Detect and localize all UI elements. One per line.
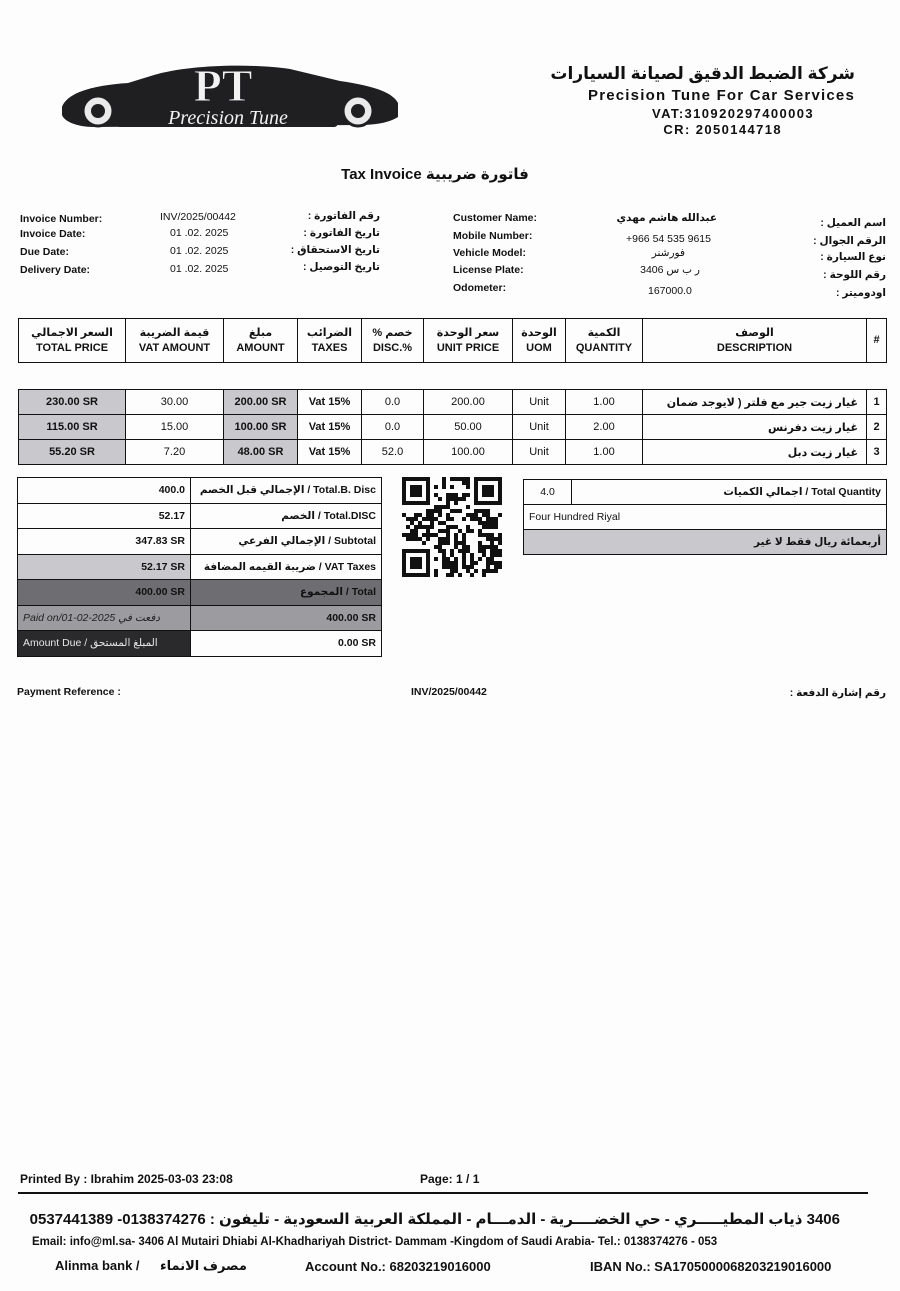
cell-amount: 48.00 SR xyxy=(224,440,298,465)
plate-label-ar: رقم اللوحة : xyxy=(823,269,886,281)
mobile-label-ar: الرقم الجوال : xyxy=(813,235,886,247)
items-table xyxy=(18,318,887,465)
company-cr: CR: 2050144718 xyxy=(663,122,782,137)
document-title: Tax Invoice فاتورة ضريبية xyxy=(341,166,529,183)
invoice-date-label-ar: تاريخ الفاتورة : xyxy=(303,227,380,239)
due-date-value: 01 .02. 2025 xyxy=(170,245,229,257)
totals-row xyxy=(18,580,382,606)
footer-address-ar: 3406 ذياب المطيـــــري - حي الخضــــرية - الدمـــام - المملكة العربية السعودية - تليفون : 0138374276- 0537441389 xyxy=(29,1211,840,1228)
delivery-date-label-ar: تاريخ التوصيل : xyxy=(303,261,380,273)
plate-value: ر ب س 3406 xyxy=(640,264,700,276)
vat-taxes-label: ضريبة القيمه المضافة / VAT Taxes xyxy=(191,554,382,580)
cell-total-price: 115.00 SR xyxy=(19,415,126,440)
cell-amount: 200.00 SR xyxy=(224,390,298,415)
cell-disc: 52.0 xyxy=(362,440,424,465)
cell-unit-price: 50.00 xyxy=(424,415,513,440)
company-name-en: Precision Tune For Car Services xyxy=(587,87,855,104)
subtotal-label: الإجمالي الفرعي / Subtotal xyxy=(191,529,382,555)
cell-total-price: 55.20 SR xyxy=(19,440,126,465)
vehicle-label-ar: نوع السيارة : xyxy=(820,251,886,263)
footer-address-en: Email: info@ml.sa- 3406 Al Mutairi Dhiabi Al-Khadhariyah District- Dammam -Kingdom of Saudi Arabia- Tel.: 0138374276 - 053 xyxy=(32,1236,718,1248)
amount-due-label: Amount Due / المبلغ المستحق xyxy=(18,631,191,657)
amount-words-en: Four Hundred Riyal xyxy=(524,505,887,530)
quantity-row xyxy=(524,480,887,505)
vehicle-label: Vehicle Model: xyxy=(453,247,526,259)
header-quantity: الكمية QUANTITY xyxy=(566,319,643,363)
cell-uom: Unit xyxy=(513,440,566,465)
totals-row xyxy=(18,478,382,504)
cell-disc: 0.0 xyxy=(362,415,424,440)
customer-name-label-ar: اسم العميل : xyxy=(820,217,886,229)
cell-index: 2 xyxy=(867,415,887,440)
cell-taxes: Vat 15% xyxy=(298,390,362,415)
footer-divider xyxy=(18,1192,868,1194)
mobile-value: +966 54 535 9615 xyxy=(626,233,711,245)
cell-total-price: 230.00 SR xyxy=(19,390,126,415)
cell-vat-amount: 7.20 xyxy=(126,440,224,465)
totals-row xyxy=(18,605,382,631)
vehicle-value: فورشنر xyxy=(651,247,685,259)
page-number: Page: 1 / 1 xyxy=(420,1172,480,1186)
totals-row xyxy=(18,631,382,657)
payment-reference-label: Payment Reference : xyxy=(17,686,121,698)
mobile-label: Mobile Number: xyxy=(453,230,533,242)
table-row xyxy=(19,390,887,415)
totals-table xyxy=(17,477,382,657)
grand-total-value: 400.00 SR xyxy=(18,580,191,606)
header-disc: % خصم DISC.% xyxy=(362,319,424,363)
totals-row xyxy=(18,529,382,555)
cell-vat-amount: 15.00 xyxy=(126,415,224,440)
cell-quantity: 1.00 xyxy=(566,390,643,415)
header-taxes: الضرائب TAXES xyxy=(298,319,362,363)
cell-description: غيار زيت جير مع فلتر ( لايوجد ضمان xyxy=(643,390,867,415)
footer-account: Account No.: 68203219016000 xyxy=(305,1259,491,1274)
due-date-label: Due Date: xyxy=(20,246,70,258)
cell-quantity: 2.00 xyxy=(566,415,643,440)
table-row xyxy=(19,440,887,465)
footer-bank-ar: مصرف الانماء xyxy=(160,1258,247,1273)
payment-reference-value: INV/2025/00442 xyxy=(411,686,487,698)
header-description: الوصف DESCRIPTION xyxy=(643,319,867,363)
odometer-label: Odometer: xyxy=(453,282,507,294)
totals-row xyxy=(18,554,382,580)
total-before-disc-value: 400.0 xyxy=(18,478,191,504)
cell-description: غيار زيت دفرنس xyxy=(643,415,867,440)
header-amount: مبلغ AMOUNT xyxy=(224,319,298,363)
customer-name-value: عبدالله هاشم مهدي xyxy=(616,212,717,224)
cell-taxes: Vat 15% xyxy=(298,415,362,440)
amount-due-value: 0.00 SR xyxy=(191,631,382,657)
company-vat: VAT:310920297400003 xyxy=(651,106,814,121)
amount-words-ar-row xyxy=(524,530,887,555)
cell-index: 3 xyxy=(867,440,887,465)
logo-brand-name: Precision Tune xyxy=(168,107,288,129)
customer-name-label: Customer Name: xyxy=(453,212,538,224)
cell-amount: 100.00 SR xyxy=(224,415,298,440)
paid-value: 400.00 SR xyxy=(191,605,382,631)
header-uom: الوحدة UOM xyxy=(513,319,566,363)
header-total-price: السعر الاجمالي TOTAL PRICE xyxy=(19,319,126,363)
cell-disc: 0.0 xyxy=(362,390,424,415)
cell-taxes: Vat 15% xyxy=(298,440,362,465)
totals-row xyxy=(18,503,382,529)
qr-code-icon xyxy=(402,477,502,577)
payment-reference-label-ar: رقم إشارة الدفعة : xyxy=(789,687,886,699)
items-header-row xyxy=(19,319,887,363)
total-before-disc-label: الإجمالي قبل الخصم / Total.B. Disc xyxy=(191,478,382,504)
company-name-ar: شركة الضبط الدقيق لصيانة السيارات xyxy=(550,64,855,83)
header-unit-price: سعر الوحدة UNIT PRICE xyxy=(424,319,513,363)
quantity-summary xyxy=(523,479,887,555)
delivery-date-value: 01 .02. 2025 xyxy=(170,263,229,275)
vat-taxes-value: 52.17 SR xyxy=(18,554,191,580)
plate-label: License Plate: xyxy=(453,264,524,276)
amount-words-row xyxy=(524,505,887,530)
company-logo xyxy=(58,55,400,135)
header-vat-amount: قيمة الضريبة VAT AMOUNT xyxy=(126,319,224,363)
cell-uom: Unit xyxy=(513,390,566,415)
total-quantity-value: 4.0 xyxy=(524,480,572,505)
footer-bank-en: Alinma bank / xyxy=(55,1258,140,1273)
invoice-date-value: 01 .02. 2025 xyxy=(170,227,229,239)
header-index: # xyxy=(867,319,887,363)
table-row xyxy=(19,363,887,390)
delivery-date-label: Delivery Date: xyxy=(20,264,91,276)
cell-uom: Unit xyxy=(513,415,566,440)
grand-total-label: المجموع / Total xyxy=(191,580,382,606)
odometer-label-ar: اودوميتر : xyxy=(835,287,886,299)
cell-vat-amount: 30.00 xyxy=(126,390,224,415)
cell-index: 1 xyxy=(867,390,887,415)
table-row xyxy=(19,415,887,440)
total-quantity-label: اجمالي الكميات / Total Quantity xyxy=(572,480,887,505)
total-discount-label: الخصم / Total.DISC xyxy=(191,503,382,529)
invoice-number-label-ar: رقم الفاتورة : xyxy=(307,210,380,222)
footer-iban: IBAN No.: SA1705000068203219016000 xyxy=(590,1259,832,1274)
invoice-number-label: Invoice Number: xyxy=(20,213,103,225)
paid-on-label: Paid on/دفعت في 2025-02-01 xyxy=(18,605,191,631)
invoice-number-value: INV/2025/00442 xyxy=(160,211,236,223)
amount-words-ar: أربعمائة ريال فقط لا غير xyxy=(524,530,887,555)
total-discount-value: 52.17 xyxy=(18,503,191,529)
cell-quantity: 1.00 xyxy=(566,440,643,465)
due-date-label-ar: تاريخ الاستحقاق : xyxy=(290,244,380,256)
cell-description: غيار زيت دبل xyxy=(643,440,867,465)
subtotal-value: 347.83 SR xyxy=(18,529,191,555)
cell-unit-price: 100.00 xyxy=(424,440,513,465)
printed-by: Printed By : Ibrahim 2025-03-03 23:08 xyxy=(20,1172,233,1186)
cell-unit-price: 200.00 xyxy=(424,390,513,415)
invoice-date-label: Invoice Date: xyxy=(20,228,86,240)
logo-letters: PT xyxy=(193,60,253,111)
odometer-value: 167000.0 xyxy=(648,285,692,297)
